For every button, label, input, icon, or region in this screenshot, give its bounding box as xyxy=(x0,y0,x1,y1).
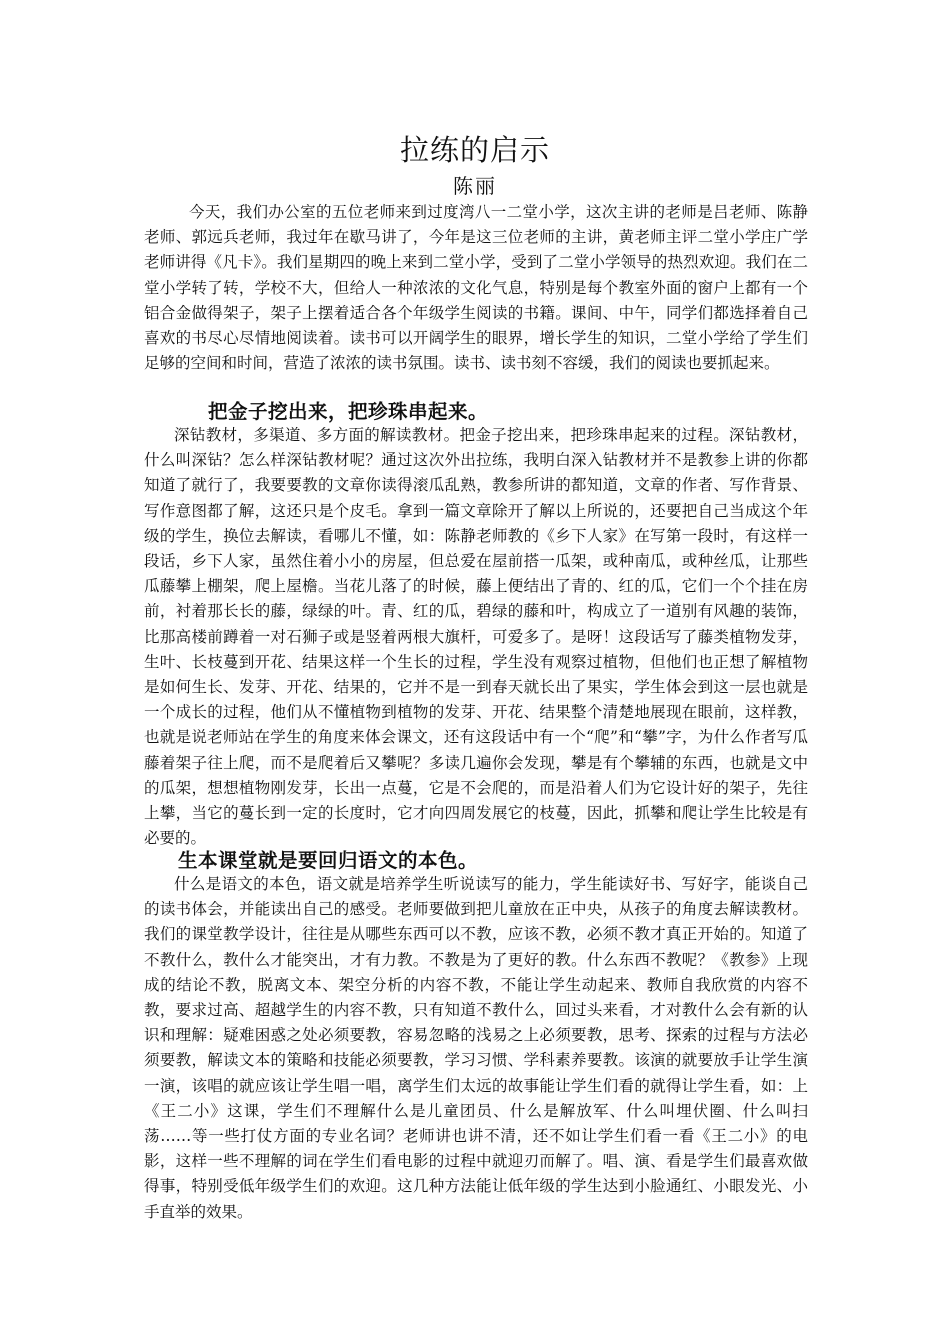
author-name: 陈丽 xyxy=(453,174,497,198)
paragraph-intro: 今天，我们办公室的五位老师来到过度湾八一二堂小学，这次主讲的老师是吕老师、陈静老师、郭远兵老师，我过年在歇马讲了，今年是这三位老师的主讲，黄老师主评二堂小学庄广学老师讲得《凡卡》。我们星期四的晚上来到二堂小学，受到了二堂小学领导的热烈欢迎。我们在二堂小学转了转，学校不大，但给人一种浓浓的文化气息，特别是每个教室外面的窗户上都有一个铝合金做得架子，架子上摆着适合各个年级学生阅读的书籍。课间、中午，同学们都选择着自己喜欢的书尽心尽情地阅读着。读书可以开阔学生的眼界，增长学生的知识，二堂小学给了学生们足够的空间和时间，营造了浓浓的读书氛围。读书、读书刻不容缓，我们的阅读也要抓起来。 xyxy=(144,203,808,373)
document-title: 拉练的启示 xyxy=(399,133,550,167)
section-heading-2: 生本课堂就是要回归语文的本色。 xyxy=(178,849,479,872)
section-heading-1: 把金子挖出来，把珍珠串起来。 xyxy=(208,400,489,423)
paragraph-section-2: 什么是语文的本色，语文就是培养学生听说读写的能力，学生能读好书、写好字，能谈自己的读书体会，并能读出自己的感受。老师要做到把儿童放在正中央，从孩子的角度去解读教材。我们的课堂教学设计，往往是从哪些东西可以不教，应该不教，必须不教才真正开始的。知道了不教什么，教什么才能突出，才有力教。不教是为了更好的教。什么东西不教呢？《教参》上现成的结论不教，脱离文本、架空分析的内容不教，不能让学生动起来、教师自我欣赏的内容不教，要求过高、超越学生的内容不教，只有知道不教什么，回过头来看，才对教什么会有新的认识和理解：疑难困惑之处必须要教，容易忽略的浅易之上必须要教，思考、探索的过程与方法必须要教，解读文本的策略和技能必须要教，学习习惯、学科素养要教。该演的就要放手让学生演一演，该唱的就应该让学生唱一唱，离学生们太远的故事能让学生们看的就得让学生看，如：上《王二小》这课，学生们不理解什么是儿童团员、什么是解放军、什么叫埋伏圈、什么叫扫荡……等一些打仗方面的专业名词？老师讲也讲不清，还不如让学生们看一看《王二小》的电影，这样一些不理解的词在学生们看电影的过程中就迎刃而解了。唱、演、看是学生们最喜欢做得事，特别受低年级学生们的欢迎。这几种方法能让低年级的学生达到小脸通红、小眼发光、小手直举的效果。 xyxy=(144,875,808,1221)
paragraph-section-1: 深钻教材，多渠道、多方面的解读教材。把金子挖出来，把珍珠串起来的过程。深钻教材，什么叫深钻？怎么样深钻教材呢？通过这次外出拉练，我明白深入钻教材并不是教参上讲的你都知道了就行了，我要要教的文章你读得滚瓜乱熟，教参所讲的都知道，文章的作者、写作背景、写作意图都了解，这还只是个皮毛。拿到一篇文章除开了解以上所说的，还要把自己当成这个年级的学生，换位去解读，看哪儿不懂，如：陈静老师教的《乡下人家》在写第一段时，有这样一段话，乡下人家，虽然住着小小的房屋，但总爱在屋前搭一瓜架，或种南瓜，或种丝瓜，让那些瓜藤攀上棚架，爬上屋檐。当花儿落了的时候，藤上便结出了青的、红的瓜，它们一个个挂在房前，衬着那长长的藤，绿绿的叶。青、红的瓜，碧绿的藤和叶，构成立了一道别有风趣的装饰，比那高楼前蹲着一对石狮子或是竖着两根大旗杆，可爱多了。是呀！这段话写了藤类植物发芽，生叶、长枝蔓到开花、结果这样一个生长的过程，学生没有观察过植物，但他们也正想了解植物是如何生长、发芽、开花、结果的，它并不是一到春天就长出了果实，学生体会到这一层也就是一个成长的过程，他们从不懂植物到植物的发芽、开花、结果整个清楚地展现在眼前，这样教，也就是说老师站在学生的角度来体会课文，还有这段话中有一个“爬”和“攀”字，为什么作者写瓜藤着架子往上爬，而不是爬着后又攀呢？多读几遍你会发现，攀是有个攀辅的东西，也就是文中的瓜架，想想植物刚发芽，长出一点蔓，它是不会爬的，而是沿着人们为它设计好的架子，先往上攀，当它的蔓长到一定的长度时，它才向四周发展它的枝蔓，因此，抓攀和爬让学生比较是有必要的。 xyxy=(144,426,808,848)
